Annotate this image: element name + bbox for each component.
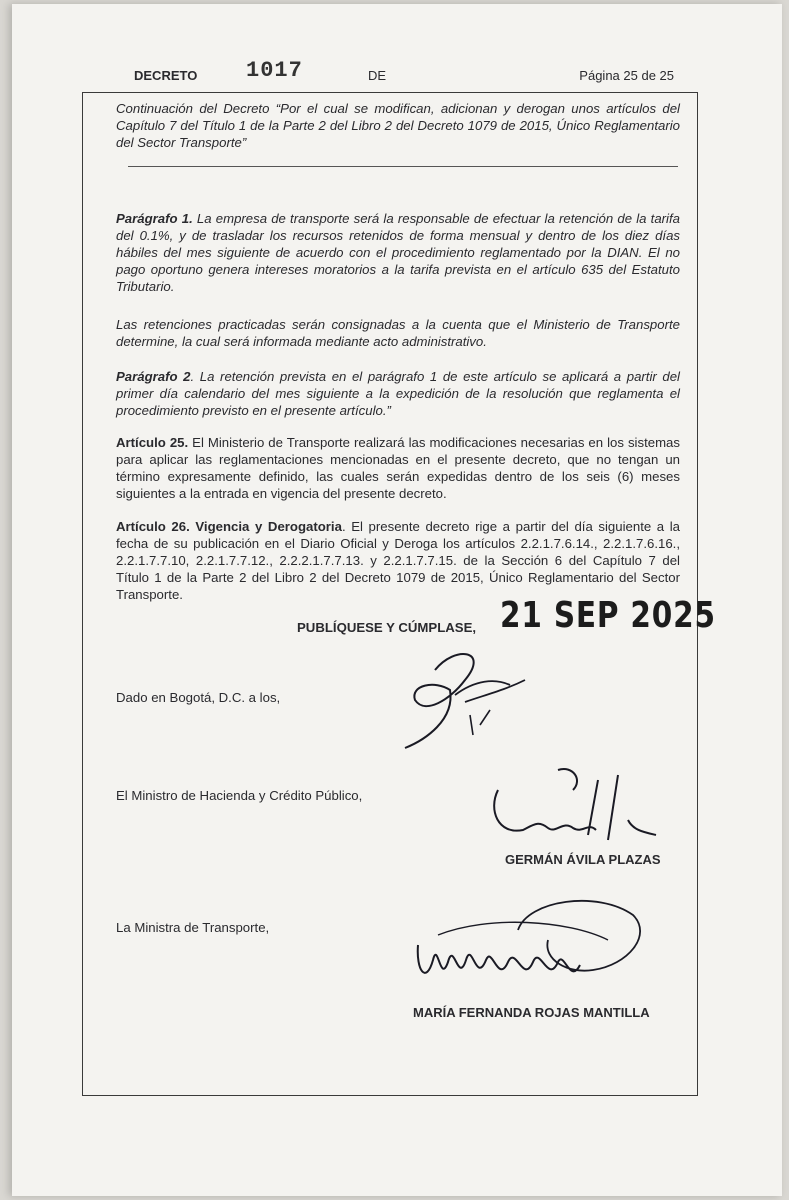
paragraph-1-text: La empresa de transporte será la responsable de efectuar la retención de la tarifa del 0.1%, y de trasladar los recursos retenidos de forma mensual y dentro de los diez días hábiles del mes siguiente de acuerdo con el procedimiento reglamentado por la DIAN. El no pago oportuno genera intereses moratorios a la tarifa prevista en el artículo 635 del Estatuto Tributario. [116, 211, 680, 294]
decreto-label: DECRETO [134, 68, 198, 83]
article-26-text: . El presente decreto rige a partir del día siguiente a la fecha de su publicación en el Diario Oficial y Deroga los artículos 2.2.1.7.6.14., 2.2.1.7.6.16., 2.2.1.7.7.10, 2.2.1.7.7.12., 2.2.2.1.7.7.13. y 2.2.1.7.7.15. de la Sección 6 del Capítulo 7 del Título 1 de la Parte 2 del Libro 2 del Decreto 1079 de 2015, Único Reglamentario del Sector Transporte. [116, 519, 681, 602]
minister-hacienda-name: GERMÁN ÁVILA PLAZAS [505, 852, 661, 867]
retenciones-text: Las retenciones practicadas serán consignadas a la cuenta que el Ministerio de Transporte determine, la cual será informada mediante acto administrativo. [116, 317, 680, 349]
document-header [134, 58, 674, 90]
paragraph-2-text: . La retención prevista en el parágrafo 1 de este artículo se aplicará a partir del primer día calendario del mes siguiente a la expedición de la resolución que reglamenta el procedimiento previsto en el presente artículo.” [116, 369, 680, 418]
paragraph-1 [116, 210, 680, 295]
article-25-text: El Ministerio de Transporte realizará las modificaciones necesarias en los sistemas para aplicar las reglamentaciones mencionadas en el presente decreto, que no tengan un término expresamente definido, las cuales serán expedidas dentro de los seis (6) meses siguientes a la entrada en vigencia del presente decreto. [116, 435, 680, 501]
page-number: Página 25 de 25 [579, 68, 674, 83]
divider [128, 166, 678, 167]
article-26 [116, 518, 680, 603]
minister-hacienda-title: El Ministro de Hacienda y Crédito Público, [116, 788, 363, 803]
signature-2 [478, 760, 658, 855]
paragraph-2-label: Parágrafo 2 [116, 369, 191, 384]
decreto-number: 1017 [246, 58, 303, 83]
date-stamp: 21 SEP 2025 [500, 595, 716, 636]
article-25 [116, 434, 680, 502]
dado-en-text: Dado en Bogotá, D.C. a los, [116, 690, 281, 705]
signature-3 [408, 890, 653, 1010]
continuation-text: Continuación del Decreto “Por el cual se modifican, adicionan y derogan unos artículos del Capítulo 7 del Título 1 de la Parte 2 del Libro 2 del Decreto 1079 de 2015, Único Reglamentario del Sector Transporte” [116, 101, 680, 150]
signature-1 [395, 640, 535, 755]
minister-transporte-name: MARÍA FERNANDA ROJAS MANTILLA [413, 1005, 650, 1020]
closing-formula: PUBLÍQUESE Y CÚMPLASE, [297, 620, 477, 635]
paragraph-1-label: Parágrafo 1. [116, 211, 193, 226]
article-25-label: Artículo 25. [116, 435, 189, 450]
de-label: DE [368, 68, 387, 83]
paragraph-2 [116, 368, 680, 419]
minister-transporte-title: La Ministra de Transporte, [116, 920, 270, 935]
article-26-label: Artículo 26. Vigencia y Derogatoria [116, 519, 342, 534]
